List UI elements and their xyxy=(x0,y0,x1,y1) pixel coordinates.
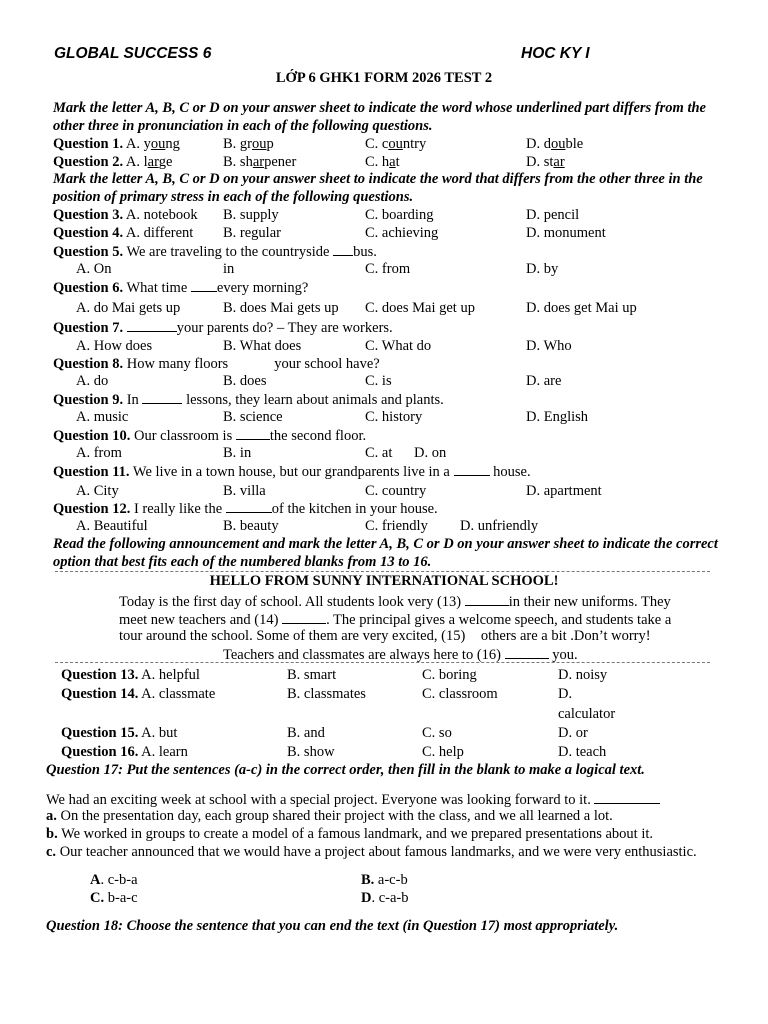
option-d-continued: calculator xyxy=(558,706,616,722)
option-d: D. xyxy=(558,686,573,702)
question-17-intro: We had an exciting week at school with a special project. Everyone was looking forward to it. xyxy=(46,790,660,809)
question-label: Question 7. xyxy=(53,320,124,336)
option-b: B. does xyxy=(223,373,267,389)
question-2: Question 2. A. large B. sharpener C. hat D. star xyxy=(53,154,565,170)
option-a: A. do xyxy=(76,373,109,389)
underlined-part: ou xyxy=(150,136,166,152)
option-b: B. in xyxy=(223,445,252,461)
question-6-options xyxy=(0,299,768,317)
announcement-line-4: Teachers and classmates are always here to (16) you. xyxy=(223,647,578,663)
question-5: Question 5. We are traveling to the countryside bus. xyxy=(53,244,377,260)
question-13 xyxy=(0,666,768,684)
option-text: ng xyxy=(165,136,180,152)
question-3 xyxy=(0,206,768,224)
announcement-line-1: Today is the first day of school. All students look very (13) in their new uniforms. They xyxy=(119,594,671,610)
question-9-options xyxy=(0,408,768,426)
question-10-options xyxy=(0,444,768,462)
answer-blank xyxy=(142,390,182,404)
option-c: C. history xyxy=(365,409,423,425)
sentence-c: c. Our teacher announced that we would have a project about famous landmarks, and we were very enthusiastic. xyxy=(46,844,697,860)
q17-option-d: D. c-a-b xyxy=(361,890,409,906)
option-a: A. City xyxy=(76,483,119,499)
option-b: B. show xyxy=(287,744,335,760)
question-11-options xyxy=(0,482,768,500)
question-10: Question 10. Our classroom is the second floor. xyxy=(53,428,367,444)
answer-blank-14 xyxy=(282,610,326,624)
option-d: D. unfriendly xyxy=(460,518,539,534)
question-4 xyxy=(0,224,768,242)
option-c: C. is xyxy=(365,373,392,389)
question-label: Question 1. xyxy=(53,136,124,152)
option-c: C. at xyxy=(365,445,393,461)
announcement-title: HELLO FROM SUNNY INTERNATIONAL SCHOOL! xyxy=(209,573,559,589)
question-8-options xyxy=(0,372,768,390)
option-c: C. does Mai get up xyxy=(365,300,475,316)
header-left: GLOBAL SUCCESS 6 xyxy=(54,45,212,62)
option-a: A. do Mai gets up xyxy=(76,300,181,316)
q17-option-c: C. b-a-c xyxy=(90,890,138,906)
answer-blank-16 xyxy=(505,645,549,659)
option-b: B. group xyxy=(223,136,274,152)
option-b: B. beauty xyxy=(223,518,279,534)
answer-blank xyxy=(127,318,177,332)
section1-instruction: Mark the letter A, B, C or D on your answer sheet to indicate the word whose underlined part differs from the other three in pronunciation in each of the following questions. xyxy=(53,100,706,134)
option-b: in xyxy=(223,261,235,277)
option-d: D. by xyxy=(526,261,559,277)
question-label: Question 8. xyxy=(53,356,124,372)
option-d: D. apartment xyxy=(526,483,602,499)
announcement-bottom-border xyxy=(55,662,710,663)
option-b: B. and xyxy=(287,725,325,741)
option-a: A. classmate xyxy=(141,686,216,702)
question-label: Question 4. xyxy=(53,225,124,241)
question-1 xyxy=(0,135,768,153)
option-b: B. What does xyxy=(223,338,302,354)
question-11: Question 11. We live in a town house, but our grandparents live in a house. xyxy=(53,464,531,480)
announcement-line-3: tour around the school. Some of them are very excited, (15) others are a bit .Don’t worry! xyxy=(119,628,651,644)
q17-option-a: A. c-b-a xyxy=(90,872,138,888)
option-a: A. different xyxy=(125,225,194,241)
option-d: D. pencil xyxy=(526,207,580,223)
option-b: B. science xyxy=(223,409,283,425)
option-d: D. does get Mai up xyxy=(526,300,637,316)
question-label: Question 5. xyxy=(53,244,124,260)
option-a: A. notebook xyxy=(125,207,198,223)
option-b: B. sharpener xyxy=(223,154,297,170)
sentence-b: b. We worked in groups to create a model of a famous landmark, and we prepared presentations about it. xyxy=(46,826,654,842)
question-8: Question 8. How many floors your school have? xyxy=(53,356,380,372)
option-d: D. are xyxy=(526,373,562,389)
answer-blank xyxy=(594,790,660,804)
option-b: B. does Mai gets up xyxy=(223,300,339,316)
option-text: A. y xyxy=(125,136,151,152)
option-c: C. from xyxy=(365,261,411,277)
option-d: D. star xyxy=(526,154,565,170)
question-6: Question 6. What time every morning? xyxy=(53,280,309,296)
option-a: A. music xyxy=(76,409,129,425)
answer-blank xyxy=(236,426,270,440)
announcement-top-border xyxy=(55,571,710,572)
option-b: B. smart xyxy=(287,667,337,683)
section3-instruction: Read the following announcement and mark the letter A, B, C or D on your answer sheet to indicate the correct option that best fits each of the numbered blanks from 13 to 16. xyxy=(53,536,718,570)
option-b: B. villa xyxy=(223,483,266,499)
question-label: Question 3. xyxy=(53,207,124,223)
option-a: A. Beautiful xyxy=(76,518,148,534)
q17-option-b: B. a-c-b xyxy=(361,872,408,888)
option-c: C. boring xyxy=(422,667,477,683)
option-a: A. helpful xyxy=(141,667,200,683)
question-label: Question 15. xyxy=(61,725,139,741)
option-c: C. achieving xyxy=(365,225,439,241)
question-15 xyxy=(0,724,768,742)
answer-blank xyxy=(191,278,217,292)
question-18-instruction: Question 18: Choose the sentence that you can end the text (in Question 17) most appropriately. xyxy=(46,918,619,934)
question-label: Question 2. xyxy=(53,154,124,170)
option-b: B. classmates xyxy=(287,686,366,702)
option-d: D. noisy xyxy=(558,667,608,683)
question-label: Question 6. xyxy=(53,280,124,296)
header-right: HOC KY I xyxy=(521,45,590,62)
option-d: D. monument xyxy=(526,225,606,241)
question-label: Question 14. xyxy=(61,686,139,702)
answer-blank xyxy=(333,242,353,256)
page-title: LỚP 6 GHK1 FORM 2026 TEST 2 xyxy=(275,70,493,86)
section2-instruction: Mark the letter A, B, C or D on your answer sheet to indicate the word that differs from the other three in the position of primary stress in each of the following questions. xyxy=(53,171,703,205)
question-7-options xyxy=(0,337,768,355)
option-b: B. supply xyxy=(223,207,279,223)
option-a: A. On xyxy=(76,261,112,277)
option-c: C. so xyxy=(422,725,452,741)
option-d: D. double xyxy=(526,136,584,152)
sentence-a: a. On the presentation day, each group shared their project with the class, and we all learned a lot. xyxy=(46,808,613,824)
question-label: Question 9. xyxy=(53,392,124,408)
option-c: C. help xyxy=(422,744,464,760)
answer-blank xyxy=(454,462,490,476)
option-c: C. country xyxy=(365,136,427,152)
question-17-instruction: Question 17: Put the sentences (a-c) in the correct order, then fill in the blank to make a logical text. xyxy=(46,762,645,778)
question-9: Question 9. In lessons, they learn about animals and plants. xyxy=(53,392,444,408)
answer-blank-13 xyxy=(465,592,509,606)
option-c: C. What do xyxy=(365,338,432,354)
question-16 xyxy=(0,743,768,761)
option-a: A. How does xyxy=(76,338,153,354)
option-d: D. teach xyxy=(558,744,607,760)
announcement-line-2: meet new teachers and (14) . The principal gives a welcome speech, and students take a xyxy=(119,612,672,628)
option-a: A. learn xyxy=(141,744,188,760)
question-5-options xyxy=(0,260,768,278)
option-d: D. or xyxy=(558,725,588,741)
question-12-options xyxy=(0,517,768,535)
question-12: Question 12. I really like the of the kitchen in your house. xyxy=(53,501,438,517)
question-7: Question 7. your parents do? – They are workers. xyxy=(53,320,393,336)
question-14-wrap xyxy=(0,705,768,723)
option-c: C. hat xyxy=(365,154,400,170)
question-label: Question 10. xyxy=(53,428,131,444)
option-a: A. but xyxy=(141,725,178,741)
option-b: B. regular xyxy=(223,225,281,241)
question-label: Question 13. xyxy=(61,667,139,683)
question-label: Question 16. xyxy=(61,744,139,760)
option-a: A. from xyxy=(76,445,122,461)
option-c: C. friendly xyxy=(365,518,428,534)
question-label: Question 12. xyxy=(53,501,131,517)
question-label: Question 11. xyxy=(53,464,130,480)
answer-blank xyxy=(226,499,272,513)
option-d: D. on xyxy=(414,445,447,461)
option-c: C. country xyxy=(365,483,427,499)
option-c: C. boarding xyxy=(365,207,434,223)
question-14 xyxy=(0,685,768,703)
option-d: D. English xyxy=(526,409,589,425)
option-d: D. Who xyxy=(526,338,572,354)
option-c: C. classroom xyxy=(422,686,498,702)
